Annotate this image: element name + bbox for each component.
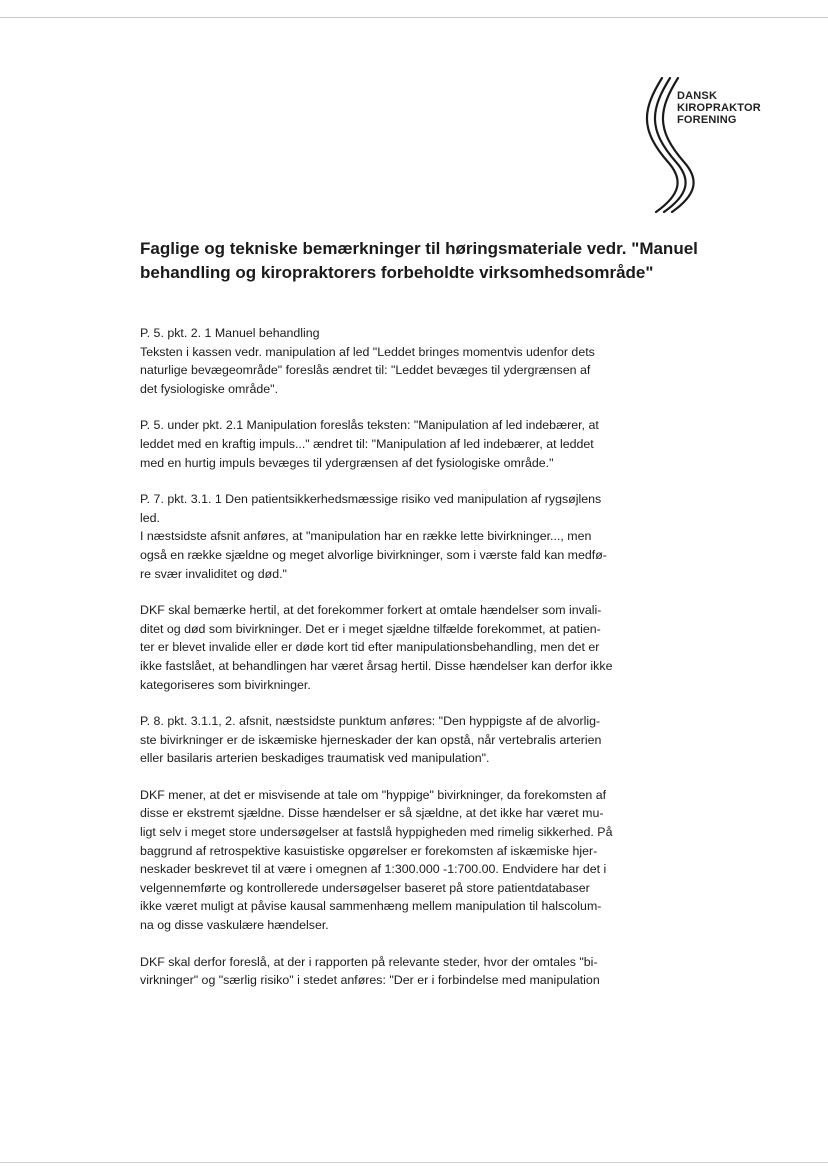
- paragraph: [140, 712, 688, 768]
- paragraph-line: ditet og død som bivirkninger. Det er i meget sjældne tilfælde forekommet, at patien-: [140, 621, 601, 636]
- dkf-logo: [640, 70, 770, 220]
- paragraph-line: neskader beskrevet til at være i omegnen af 1:300.000 -1:700.00. Endvidere har det i: [140, 862, 607, 877]
- paragraph-line: re svær invaliditet og død.": [140, 566, 287, 581]
- logo-line: FORENING: [677, 114, 737, 126]
- paragraph-line: også en række sjældne og meget alvorlige bivirkninger, som i værste fald kan medfø-: [140, 547, 607, 562]
- paragraph-line: P. 5. under pkt. 2.1 Manipulation foreslås teksten: "Manipulation af led indebærer, at: [140, 418, 599, 433]
- paragraph-line: I næstsidste afsnit anføres, at "manipulation har en række lette bivirkninger..., men: [140, 529, 592, 544]
- paragraph-line: ste bivirkninger er de iskæmiske hjerneskader der kan opstå, når vertebralis arterien: [140, 732, 602, 747]
- paragraph-line: ter er blevet invalide eller er døde kort tid efter manipulationsbehandling, men det er: [140, 640, 600, 655]
- paragraph-line: ikke været muligt at påvise kausal sammenhæng mellem manipulation til halscolum-: [140, 899, 602, 914]
- top-edge-line: [0, 17, 828, 18]
- paragraph-line: eller basilaris arterien beskadiges traumatisk ved manipulation".: [140, 751, 490, 766]
- paragraph-line: DKF mener, at det er misvisende at tale om "hyppige" bivirkninger, da forekomsten af: [140, 787, 607, 802]
- title-line: Faglige og tekniske bemærkninger til høringsmateriale vedr. "Manuel: [140, 239, 698, 258]
- paragraph-line: velgennemførte og kontrollerede undersøgelser baseret på store patientdatabaser: [140, 880, 590, 895]
- logo-text: [677, 90, 761, 126]
- paragraph-line: ligt selv i meget store undersøgelser at fastslå hyppigheden med rimelig sikkerhed. På: [140, 825, 613, 840]
- paragraph: [140, 953, 688, 990]
- paragraph-line: P. 7. pkt. 3.1. 1 Den patientsikkerhedsmæssige risiko ved manipulation af rygsøjlens: [140, 492, 602, 507]
- paragraph-line: P. 5. pkt. 2. 1 Manuel behandling: [140, 326, 320, 340]
- document-body: [140, 324, 688, 1008]
- title-line: behandling og kiropraktorers forbeholdte virksomhedsområde": [140, 263, 654, 282]
- paragraph: [140, 324, 688, 398]
- document-title: [140, 237, 700, 285]
- paragraph-line: naturlige bevægeområde" foreslås ændret til: "Leddet bevæges til ydergrænsen af: [140, 363, 591, 378]
- paragraph-line: na og disse vaskulære hændelser.: [140, 918, 329, 933]
- paragraph: [140, 786, 688, 935]
- paragraph-line: DKF skal derfor foreslå, at der i rapporten på relevante steder, hvor der omtales "bi-: [140, 954, 598, 969]
- paragraph-line: baggrund af retrospektive kasuistiske opgørelser er forekomsten af iskæmiske hjer-: [140, 843, 598, 858]
- paragraph-line: kategoriseres som bivirkninger.: [140, 677, 311, 692]
- paragraph-line: Teksten i kassen vedr. manipulation af led "Leddet bringes momentvis udenfor dets: [140, 344, 595, 359]
- paragraph-line: det fysiologiske område".: [140, 381, 279, 396]
- paragraph: [140, 416, 688, 472]
- logo-line: DANSK: [677, 90, 718, 102]
- logo-line: KIROPRAKTOR: [677, 102, 761, 114]
- bottom-edge-line: [0, 1162, 828, 1163]
- paragraph-line: disse er ekstremt sjældne. Disse hændelser er så sjældne, at det ikke har været mu-: [140, 806, 604, 821]
- paragraph-line: med en hurtig impuls bevæges til ydergrænsen af det fysiologiske område.": [140, 455, 554, 470]
- paragraph-line: leddet med en kraftig impuls..." ændret til: "Manipulation af led indebærer, at leddet: [140, 436, 594, 451]
- paragraph-line: led.: [140, 510, 160, 525]
- paragraph-line: virkninger" og "særlig risiko" i stedet anføres: "Der er i forbindelse med manipulation: [140, 973, 600, 988]
- paragraph: [140, 490, 688, 583]
- paragraph-line: P. 8. pkt. 3.1.1, 2. afsnit, næstsidste punktum anføres: "Den hyppigste af de alvorlig-: [140, 714, 601, 729]
- paragraph: [140, 601, 688, 694]
- paragraph-line: ikke fastslået, at behandlingen har været årsag hertil. Disse hændelser kan derfor ikke: [140, 658, 613, 673]
- paragraph-line: DKF skal bemærke hertil, at det forekommer forkert at omtale hændelser som invali-: [140, 603, 602, 618]
